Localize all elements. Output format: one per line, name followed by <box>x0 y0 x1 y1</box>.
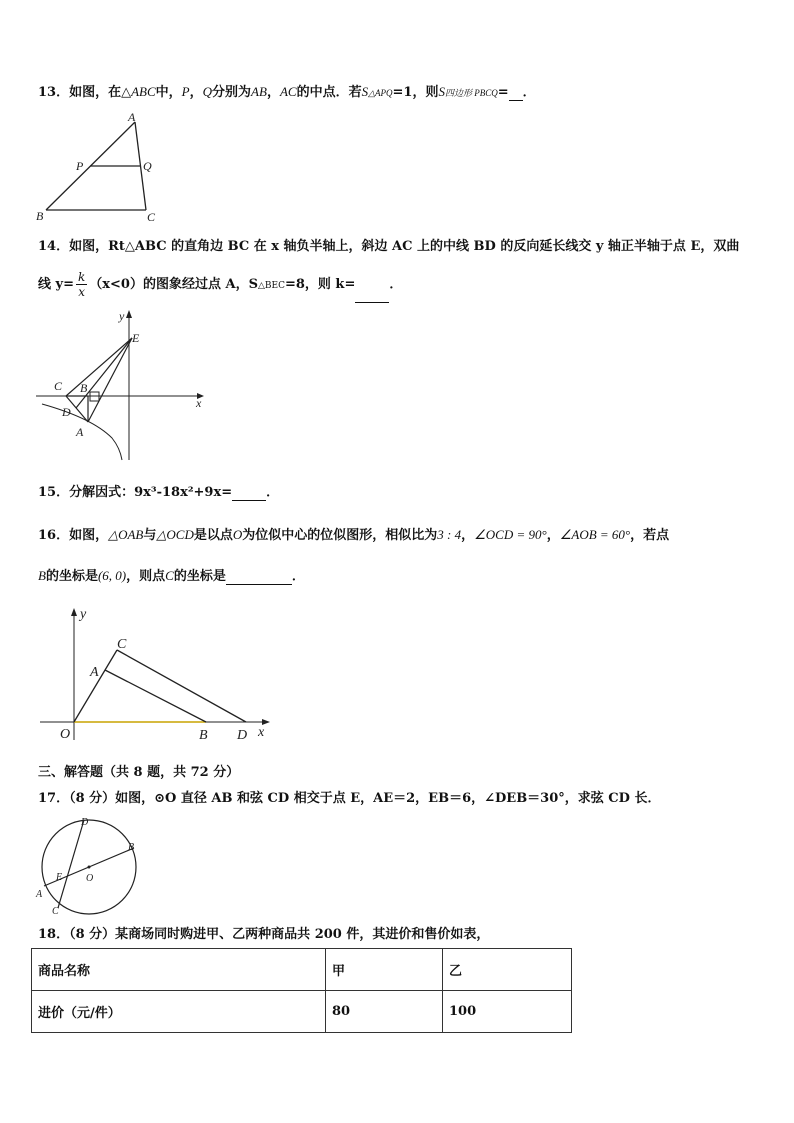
q13-s1-label: S <box>361 84 369 99</box>
table-row <box>32 949 572 991</box>
q16-tri1: △OAB <box>108 527 144 542</box>
q16-label-c: C <box>117 637 127 652</box>
table-cell: 80 <box>326 991 443 1033</box>
q16-tri2: △OCD <box>156 527 194 542</box>
q16-and: 与 <box>143 528 157 543</box>
q13-abc: ABC <box>131 84 156 99</box>
answer-blank[interactable] <box>509 100 523 101</box>
q13-label-c: C <box>147 210 156 224</box>
q13-p: P <box>181 84 190 99</box>
q16-line2-a: 的坐标是 <box>45 569 98 584</box>
q13-label-p: P <box>76 159 84 173</box>
q16-line2 <box>38 568 305 585</box>
q13-s2-label: S <box>438 84 445 99</box>
q13-label-a: A <box>128 110 136 124</box>
q14-line2-c: =8，则 k= <box>284 277 356 292</box>
q13-label-q: Q <box>143 159 152 173</box>
q14-figure <box>32 308 210 466</box>
q14-label-e: E <box>132 331 140 345</box>
table-cell: 100 <box>443 991 572 1033</box>
q13-comma2: ， <box>266 85 280 100</box>
q14-line2-b: （x<0）的图象经过点 A，S <box>89 277 258 292</box>
q16-line1-b: 是以点 <box>193 528 233 543</box>
q16-label-y: y <box>80 607 87 622</box>
answer-blank[interactable] <box>226 584 292 585</box>
q16-label-o: O <box>60 727 71 742</box>
q16-line2-c: 的坐标是 <box>173 569 226 584</box>
q14-label-a: A <box>76 425 84 439</box>
q13-ac: AC <box>279 84 297 99</box>
q14-s-sub: △BEC <box>257 281 285 291</box>
q13-label-b: B <box>36 209 44 223</box>
q14-line2 <box>38 268 402 303</box>
table-cell: 商品名称 <box>32 949 326 991</box>
q16-label-d: D <box>237 728 248 743</box>
q13-q: Q <box>202 84 213 99</box>
q14-fraction <box>76 270 87 299</box>
q17-label-d: D <box>81 817 89 828</box>
q16-line1 <box>38 527 669 544</box>
q13-text-c: 分别为 <box>212 85 252 100</box>
q17-label-e: E <box>56 872 63 883</box>
q16-end: ． <box>291 569 305 584</box>
q14-frac-num: k <box>77 270 86 284</box>
q13-end: ． <box>522 85 536 100</box>
q16-line1-a: 16．如图， <box>38 528 109 543</box>
q13-text <box>38 84 536 101</box>
q16-ratio: 3 : 4 <box>437 527 462 542</box>
q13-s2-val: = <box>497 85 509 100</box>
q14-line1: 14．如图，Rt△ABC 的直角边 BC 在 x 轴负半轴上，斜边 AC 上的中线 BD 的反向延长线交 y 轴正半轴于点 E，双曲 <box>38 239 740 254</box>
q17-label-b: B <box>128 842 135 853</box>
q16-label-x: x <box>258 725 265 740</box>
q13-text-d: 的中点．若 <box>296 85 362 100</box>
table-cell: 进价（元/件） <box>32 991 326 1033</box>
q16-o: O <box>232 527 243 542</box>
answer-blank[interactable] <box>232 500 266 501</box>
q13-text-a: 13．如图，在△ <box>38 85 132 100</box>
q14-line2-a: 线 y= <box>38 277 74 292</box>
q16-label-b: B <box>199 728 208 743</box>
q14-label-y: y <box>119 309 125 323</box>
table-row <box>32 991 572 1033</box>
q16-figure <box>40 604 276 744</box>
q13-s2-sub: 四边形 PBCQ <box>444 88 498 98</box>
q17-figure <box>34 812 138 916</box>
q17-text: 17．（8 分）如图，⊙O 直径 AB 和弦 CD 相交于点 E，AE＝2，EB＝6，∠DEB＝30°，求弦 CD 长． <box>38 791 661 806</box>
q14-label-c: C <box>54 379 63 393</box>
q16-line2-b: ，则点 <box>126 569 166 584</box>
q13-text-b: 中， <box>155 85 182 100</box>
q14-label-x: x <box>196 396 202 410</box>
q15-expression: 15．分解因式：9x³-18x²+9x= <box>38 485 233 500</box>
q14-frac-den: x <box>78 285 86 299</box>
q13-s1-sub: △APQ <box>368 88 393 98</box>
q14-label-b: B <box>80 381 88 395</box>
table-cell: 甲 <box>326 949 443 991</box>
q17-label-c: C <box>52 906 59 917</box>
q16-comma2: ， <box>546 528 560 543</box>
section-3-heading: 三、解答题（共 8 题，共 72 分） <box>38 765 240 780</box>
q16-angle2: ∠AOB = 60° <box>559 527 631 542</box>
q16-c: C <box>165 568 174 583</box>
q16-line1-c: 为位似中心的位似图形，相似比为 <box>242 528 438 543</box>
q16-line1-d: ，若点 <box>630 528 670 543</box>
price-table <box>31 948 572 1033</box>
q18-text: 18．（8 分）某商场同时购进甲、乙两种商品共 200 件，其进价和售价如表， <box>38 927 490 942</box>
q13-s1-val: =1，则 <box>392 85 439 100</box>
q14-end: ． <box>389 277 403 292</box>
q13-figure <box>30 108 170 224</box>
q15-text <box>38 485 279 501</box>
q16-label-a: A <box>90 665 99 680</box>
q13-comma1: ， <box>189 85 203 100</box>
answer-blank[interactable] <box>355 282 389 303</box>
q16-b: B <box>38 568 46 583</box>
q14-label-d: D <box>62 405 71 419</box>
q17-label-o: O <box>86 873 94 884</box>
q16-comma1: ， <box>461 528 475 543</box>
table-cell: 乙 <box>443 949 572 991</box>
q16-coord: (6, 0) <box>97 568 127 583</box>
q15-end: ． <box>266 485 280 500</box>
q13-ab: AB <box>251 84 267 99</box>
q17-label-a: A <box>36 889 43 900</box>
q16-angle1: ∠OCD = 90° <box>474 527 547 542</box>
